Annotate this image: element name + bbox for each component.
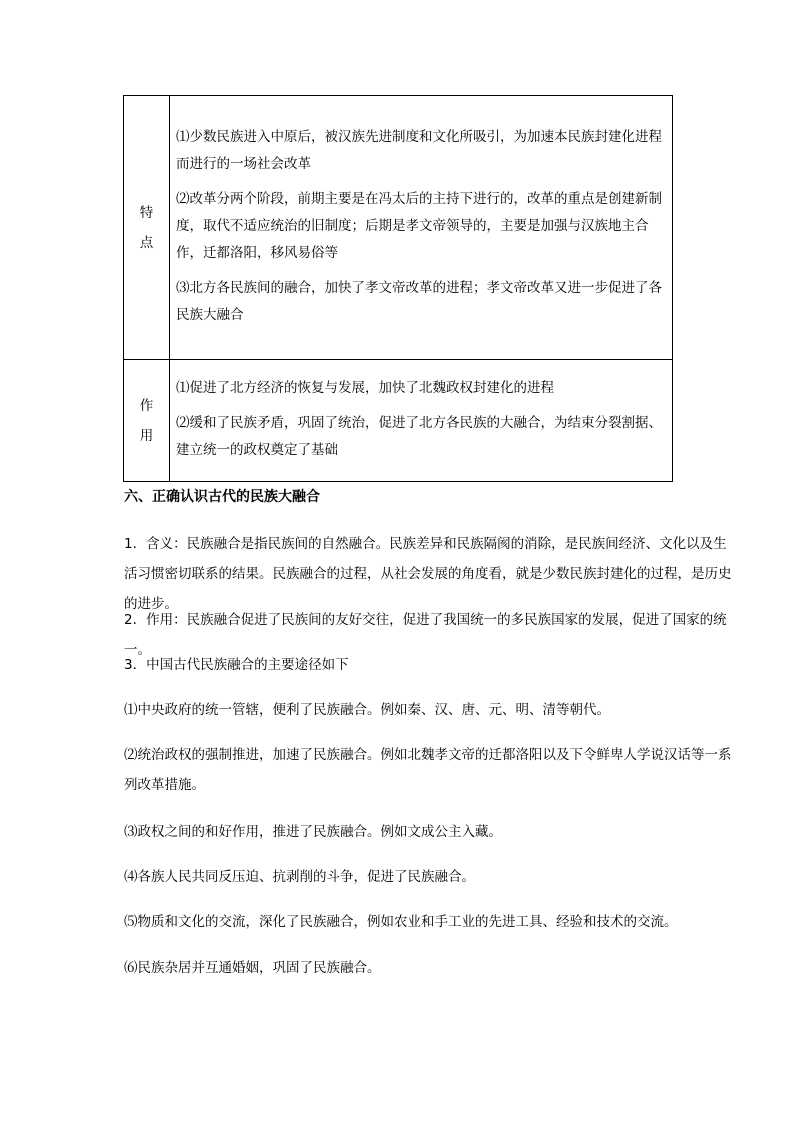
feature-item-2: ⑵改革分两个阶段，前期主要是在冯太后的主持下进行的，改革的重点是创建新制度，取代不适应统治的旧制度；后期是孝文帝领导的，主要是加强与汉族地主合作，迁都洛阳，移风易俗等 <box>176 191 662 261</box>
table-row-effects <box>124 360 673 482</box>
row-label-effects <box>124 360 170 482</box>
section-heading: 六、正确认识古代的民族大融合 <box>124 489 320 505</box>
row-label-char: 用 <box>139 427 154 444</box>
feature-item-3: ⑶北方各民族间的融合，加快了孝文帝改革的进程；孝文帝改革又进一步促进了各民族大融合 <box>176 280 662 323</box>
paragraph-role: 2．作用：民族融合促进了民族间的友好交往，促进了我国统一的多民族国家的发展，促进了国家的统一。 <box>124 612 727 658</box>
effect-item-1: ⑴促进了北方经济的恢复与发展，加快了北魏政权封建化的进程 <box>176 380 554 396</box>
row-content-features <box>170 96 673 360</box>
paragraph-pathways-intro: 3．中国古代民族融合的主要途径如下 <box>124 657 349 673</box>
row-label-char: 点 <box>139 234 154 251</box>
list-item: ⑴中央政府的统一管辖，便利了民族融合。例如秦、汉、唐、元、明、清等朝代。 <box>124 702 610 718</box>
list-item: ⑵统治政权的强制推进，加速了民族融合。例如北魏孝文帝的迁都洛阳以及下令鲜卑人学说汉话等一系列改革措施。 <box>124 747 732 793</box>
row-content-effects <box>170 360 673 482</box>
row-label-features <box>124 96 170 360</box>
row-label-char: 特 <box>139 204 154 221</box>
reform-summary-table <box>123 95 673 482</box>
table-row-features <box>124 96 673 360</box>
row-label-char: 作 <box>139 397 154 414</box>
list-item: ⑹民族杂居并互通婚姻，巩固了民族融合。 <box>124 960 381 976</box>
list-item: ⑶政权之间的和好作用，推进了民族融合。例如文成公主入藏。 <box>124 824 502 840</box>
list-item: ⑷各族人民共同反压迫、抗剥削的斗争，促进了民族融合。 <box>124 869 475 885</box>
list-item: ⑸物质和文化的交流，深化了民族融合，例如农业和手工业的先进工具、经验和技术的交流。 <box>124 914 678 930</box>
effect-item-2: ⑵缓和了民族矛盾，巩固了统治，促进了北方各民族的大融合，为结束分裂割据、建立统一的政权奠定了基础 <box>176 415 662 458</box>
feature-item-1: ⑴少数民族进入中原后，被汉族先进制度和文化所吸引，为加速本民族封建化进程而进行的一场社会改革 <box>176 129 662 172</box>
paragraph-definition: 1．含义：民族融合是指民族间的自然融合。民族差异和民族隔阂的消除，是民族间经济、文化以及生活习惯密切联系的结果。民族融合的过程，从社会发展的角度看，就是少数民族封建化的过程，是历史的进步。 <box>124 536 732 612</box>
